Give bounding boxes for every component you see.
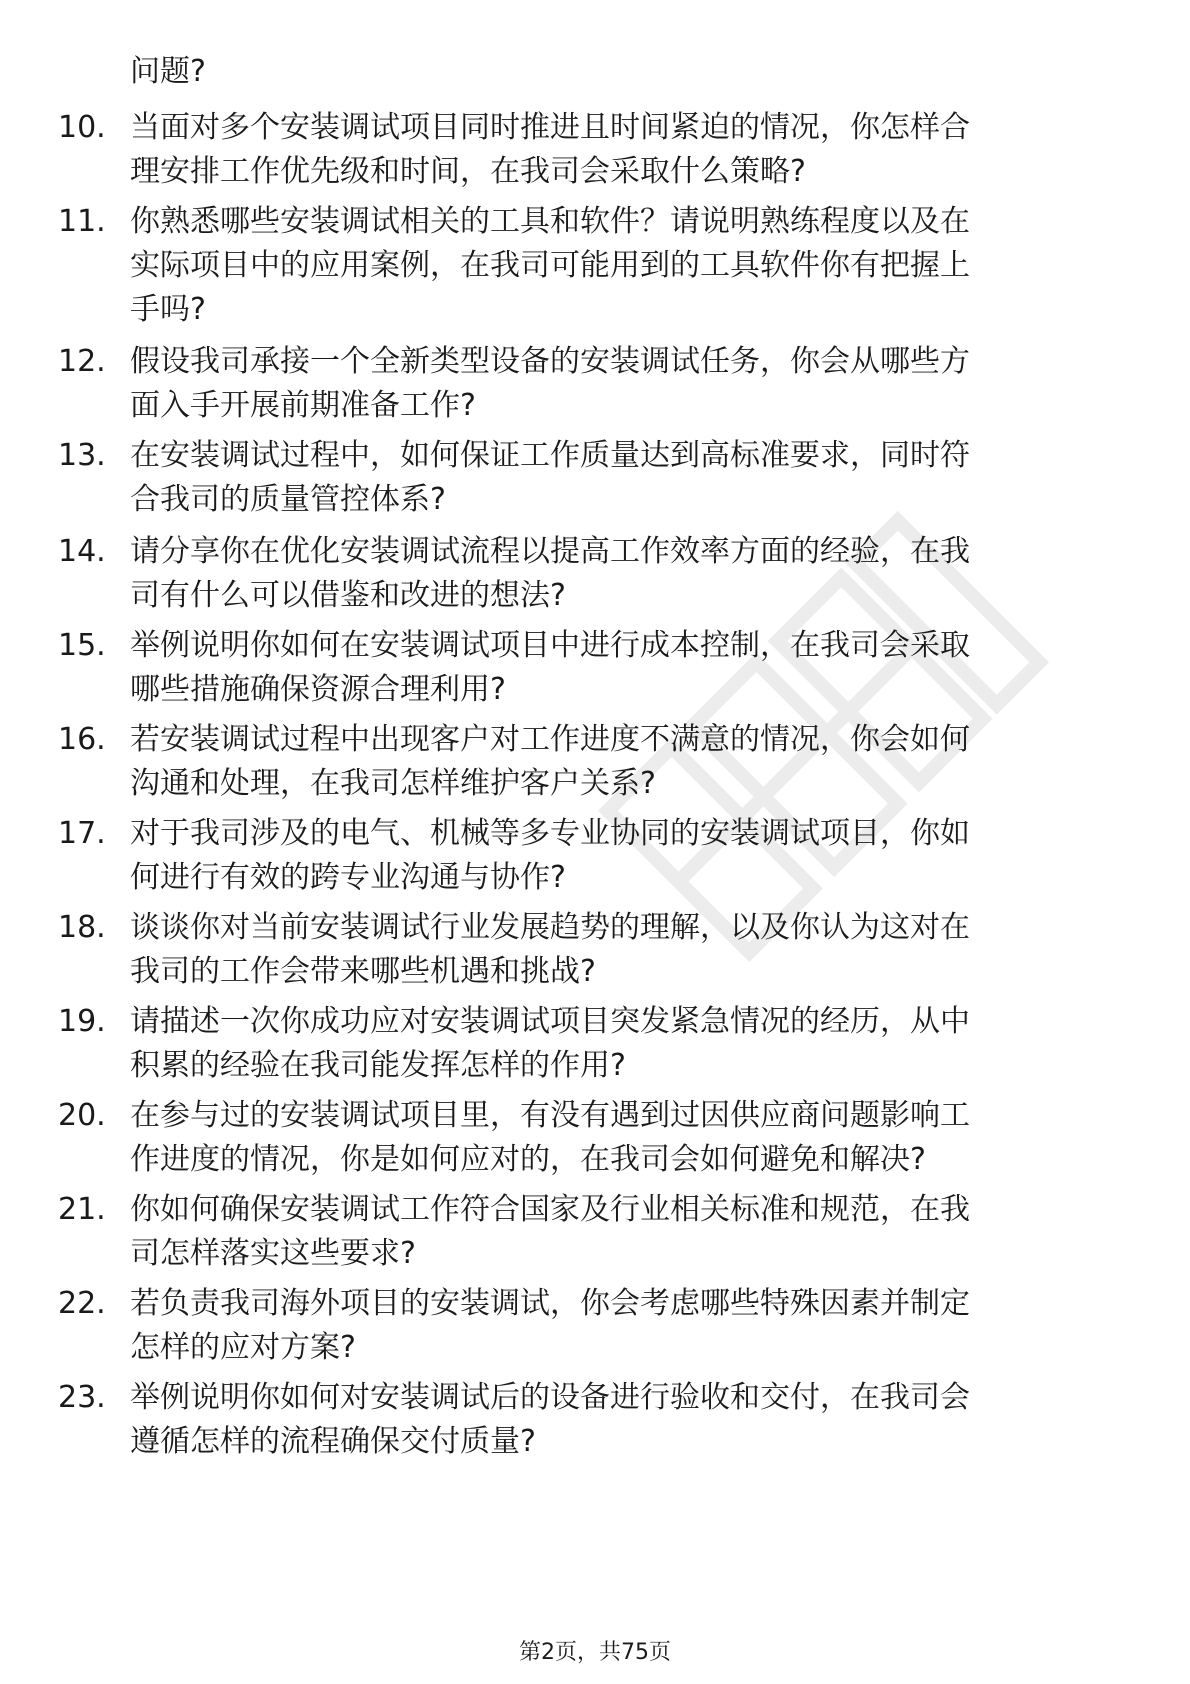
question-text: 举例说明你如何在安装调试项目中进行成本控制，在我司会采取 哪些措施确保资源合理利用? bbox=[130, 628, 970, 707]
question-text: 假设我司承接一个全新类型设备的安装调试任务，你会从哪些方 面入手开展前期准备工作? bbox=[130, 344, 970, 423]
question-number: 22. bbox=[58, 1286, 106, 1321]
question-number: 13. bbox=[58, 438, 106, 473]
question-text: 对于我司涉及的电气、机械等多专业协同的安装调试项目，你如 何进行有效的跨专业沟通与协作? bbox=[130, 816, 970, 895]
question-text: 若安装调试过程中出现客户对工作进度不满意的情况，你会如何 沟通和处理，在我司怎样维护客户关系? bbox=[130, 722, 970, 801]
question-text: 请分享你在优化安装调试流程以提高工作效率方面的经验，在我 司有什么可以借鉴和改进的想法? bbox=[130, 534, 970, 613]
continued-question-text: 问题? bbox=[130, 54, 206, 89]
question-text: 当面对多个安装调试项目同时推进且时间紧迫的情况，你怎样合 理安排工作优先级和时间，在我司会采取什么策略? bbox=[130, 110, 970, 189]
question-text: 请描述一次你成功应对安装调试项目突发紧急情况的经历，从中 积累的经验在我司能发挥怎样的作用? bbox=[130, 1004, 970, 1083]
question-number: 18. bbox=[58, 910, 106, 945]
question-text: 在安装调试过程中，如何保证工作质量达到高标准要求，同时符 合我司的质量管控体系? bbox=[130, 438, 970, 517]
question-text: 在参与过的安装调试项目里，有没有遇到过因供应商问题影响工 作进度的情况，你是如何应对的，在我司会如何避免和解决? bbox=[130, 1098, 970, 1177]
question-number: 19. bbox=[58, 1004, 106, 1039]
question-number: 11. bbox=[58, 204, 106, 239]
question-text: 你熟悉哪些安装调试相关的工具和软件？请说明熟练程度以及在 实际项目中的应用案例，在我司可能用到的工具软件你有把握上 手吗? bbox=[130, 204, 970, 327]
question-number: 10. bbox=[58, 110, 106, 145]
question-number: 12. bbox=[58, 344, 106, 379]
question-text: 谈谈你对当前安装调试行业发展趋势的理解，以及你认为这对在 我司的工作会带来哪些机遇和挑战? bbox=[130, 910, 970, 989]
question-number: 17. bbox=[58, 816, 106, 851]
question-number: 20. bbox=[58, 1098, 106, 1133]
question-number: 21. bbox=[58, 1192, 106, 1227]
question-text: 举例说明你如何对安装调试后的设备进行验收和交付，在我司会 遵循怎样的流程确保交付质量? bbox=[130, 1380, 970, 1459]
question-number: 15. bbox=[58, 628, 106, 663]
question-number: 23. bbox=[58, 1380, 106, 1415]
question-number: 16. bbox=[58, 722, 106, 757]
question-text: 若负责我司海外项目的安装调试，你会考虑哪些特殊因素并制定 怎样的应对方案? bbox=[130, 1286, 970, 1365]
question-text: 你如何确保安装调试工作符合国家及行业相关标准和规范，在我 司怎样落实这些要求? bbox=[130, 1192, 970, 1271]
question-number: 14. bbox=[58, 534, 106, 569]
page-footer: 第2页，共75页 bbox=[519, 1640, 671, 1665]
